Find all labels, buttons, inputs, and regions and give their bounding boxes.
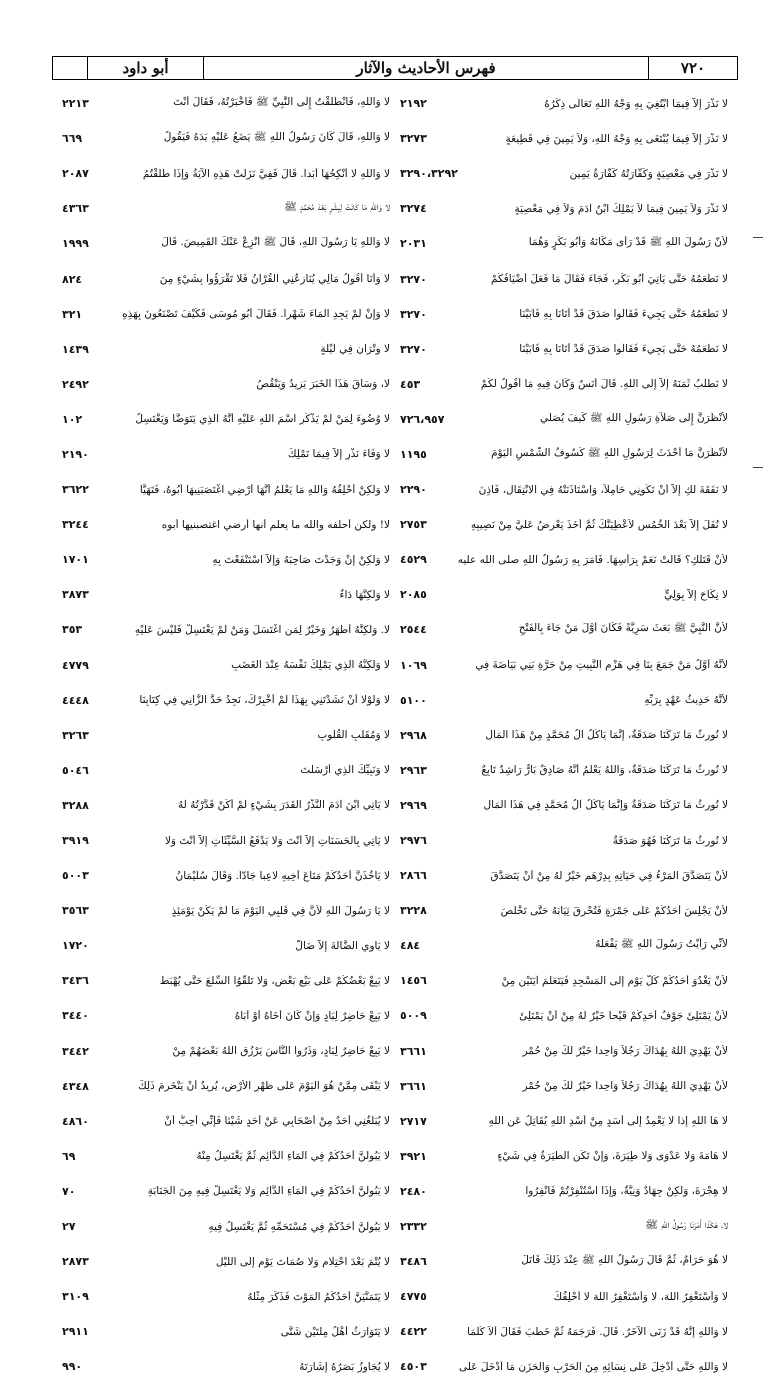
index-entry	[62, 226, 390, 261]
index-entry	[400, 998, 728, 1033]
index-entry	[400, 1174, 728, 1209]
margin-mark	[753, 467, 763, 468]
hadith-number: ٢٢١٣	[62, 97, 89, 111]
hadith-number: ١١٩٥	[400, 447, 427, 461]
hadith-number: ٣٤٣٦	[62, 974, 89, 988]
index-entry	[400, 542, 728, 577]
hadith-number: ٣٢١	[62, 307, 83, 321]
index-entry	[62, 963, 390, 998]
hadith-incipit: لا هَا اللهِ إِذاً لا يَعْمِدُ إِلَى أَسَدٍ مِنْ أُسْدِ اللهِ يُقَاتِلُ عَنِ اللهِ	[488, 1115, 728, 1128]
hadith-incipit: لا. وَلَكِنَّهُ أَطْهَرُ وَخَيْرٌ لِمَنِ اغْتَسَلَ وَمَنْ لَمْ يَغْتَسِلْ فَلَيْسَ عَلَيْهِ	[134, 623, 390, 636]
index-entry	[62, 1279, 390, 1314]
hadith-number: ٣١٠٩	[62, 1290, 89, 1304]
index-entry	[400, 1279, 728, 1314]
hadith-number: ١٧٢٠	[62, 939, 89, 953]
hadith-number: ١٤٥٦	[400, 974, 427, 988]
hadith-incipit: لا نَطْعَمُهُ حَتَّى يَجِيءَ فَقَالُوا صَدَقَ قَدْ أَتَانَا بِهِ فَأَبَيْنَا	[519, 308, 728, 321]
hadith-incipit: لا نِكَاحَ إِلاَّ بِوَلِيٍّ	[664, 588, 728, 601]
hadith-incipit: لا نُورِثُ مَا تَرَكْنَا صَدَقَةٌ، وَاللهُ يَعْلَمُ أَنَّهُ صَادِقٌ بَارٌّ رَاشِدٌ تَابِعٌ	[481, 764, 728, 777]
hadith-incipit: لا وَلَكِنَّهُ الَّذِي يَمْلِكُ نَفْسَهُ عِنْدَ الغَضَبِ	[231, 659, 390, 672]
hadith-number: ٣٢٦٣	[62, 728, 89, 742]
hadith-incipit: لا نُورِثُ مَا تَرَكْنَا صَدَقَةٌ، إِنَّمَا يَأْكُلُ آلُ مُحَمَّدٍ مِنْ هَذَا المَالِ	[485, 729, 728, 742]
hadith-number: ٧٢٦،٩٥٧	[400, 412, 445, 426]
book-name: أبو داود	[88, 57, 204, 79]
hadith-incipit: لا نَطْلُبُ ثَمَنَهُ إلاَّ إِلَى اللهِ. قَالَ أَنَسٌ وَكَانَ فِيهِ مَا أَقُولُ لَكُمْ	[480, 378, 728, 391]
hadith-number: ٣٢٩٠،٣٢٩٢	[400, 167, 458, 181]
hadith-incipit: لا يَتَوَارَثُ أَهْلُ مِلَّتَيْنِ شَتَّى	[280, 1325, 390, 1338]
hadith-number: ٣٦٦١	[400, 1079, 427, 1093]
hadith-incipit: لا نَذْرَ فِي مَعْصِيَةٍ وَكَفَّارَتُهُ كَفَّارَةُ يَمِينٍ	[569, 167, 728, 180]
hadith-number: ٥٠٠٣	[62, 869, 89, 883]
index-entry	[400, 121, 728, 156]
hadith-number: ٤٤٢٢	[400, 1325, 427, 1339]
hadith-number: ٣٢٧٠	[400, 342, 427, 356]
hadith-incipit: لا وَلَكِنْ أَحْلِفُهُ وَاللهِ مَا يَعْلَمُ أَنَّهَا أَرْضِي اغْتَصَبَنِيهَا أَبُوهُ، فَتَهَيَّأَ	[139, 483, 390, 496]
hadith-incipit: لأَنْ يَهْدِيَ اللهُ بِهُدَاكَ رَجُلاً وَاحِداً خَيْرٌ لَكَ مِنْ حُمْرِ	[522, 1045, 728, 1058]
index-entry	[400, 297, 728, 332]
hadith-incipit: لا وَاللهِ يَا رَسُولَ اللهِ، قَالَ ﷺ انْزِعْ عَنْكَ القَمِيصَ. قَالَ	[161, 236, 390, 249]
hadith-number: ٥١٠٠	[400, 693, 427, 707]
hadith-number: ٢١٩٢	[400, 97, 427, 111]
hadith-number: ٥٠٠٩	[400, 1009, 427, 1023]
index-entry	[400, 1314, 728, 1349]
index-entry	[400, 1139, 728, 1174]
index-entry	[62, 718, 390, 753]
index-entry	[62, 1069, 390, 1104]
index-entry	[400, 648, 728, 683]
hadith-number: ٢٠٨٧	[62, 167, 89, 181]
hadith-incipit: لا وَاللهِ إِنَّهُ قَدْ زَنَى الآخَرُ. قَالَ. فَرَجَمَهُ ثُمَّ خَطَبَ فَقَالَ أَلاَ كُلَّمَا	[467, 1325, 728, 1338]
index-entry	[62, 577, 390, 612]
hadith-number: ١٠٦٩	[400, 658, 427, 672]
hadith-incipit: لا وَأَسْتَغْفِرُ اللهَ، لا وَأَسْتَغْفِرُ اللهَ لا أَحْلِفُكَ	[553, 1290, 728, 1303]
index-entry	[62, 1174, 390, 1209]
hadith-incipit: لا وَفَاءَ نَذْرٍ إِلاَّ فِيمَا تَمْلِكُ	[287, 448, 390, 461]
hadith-number: ٢٣٣٢	[400, 1220, 427, 1234]
hadith-incipit: لا يَبِعْ حَاضِرٌ لِبَادٍ وَإِنْ كَانَ أَخَاهُ أَوْ أَبَاهُ	[234, 1009, 390, 1022]
left-index-column	[62, 86, 390, 1384]
hadith-incipit: لأنّ رَسُولَ اللهِ ﷺ قَدْ رَأَى مَكَانَهُ وَأَبُو بَكْرٍ وَهُمَا	[528, 236, 728, 249]
index-entry	[62, 1104, 390, 1139]
index-entry	[400, 1244, 728, 1279]
index-entry	[400, 683, 728, 718]
hadith-number: ٣٦٢٢	[62, 483, 89, 497]
index-entry	[400, 858, 728, 893]
index-entry	[400, 1104, 728, 1139]
index-entry	[400, 226, 728, 261]
hadith-incipit: لا، هَكَذَا أَمَرَنَا رَسُولُ اللهِ ﷺ	[645, 1219, 728, 1232]
hadith-incipit: لا يَبُولَنَّ أَحَدُكُمْ فِي مُسْتَحَمِّهِ ثُمَّ يَغْتَسِلُ فِيهِ	[208, 1220, 390, 1233]
hadith-incipit: لا وَنَبِيِّكَ الَّذِي أَرْسَلْتَ	[300, 764, 390, 777]
index-entry	[400, 332, 728, 367]
hadith-number: ٣٢٧٣	[400, 132, 427, 146]
hadith-incipit: لا نَطْعَمُهُ حَتَّى يَجِيءَ فَقَالُوا صَدَقَ قَدْ أَتَانَا بِهِ فَأَبَيْنَا	[519, 343, 728, 356]
hadith-number: ٣٦٦١	[400, 1044, 427, 1058]
hadith-incipit: لا وُضُوءَ لِمَنْ لَمْ يَذْكُرِ اسْمَ اللهِ عَلَيْهِ أَنَّهُ الَّذِي يَتَوَضَّأُ وَيَغْتَسِلُ	[135, 413, 390, 426]
hadith-incipit: لا يَا رَسُولَ اللهِ لأَنَّ فِي قَلْبِي اليَوْمَ مَا لَمْ يَكُنْ يَوْمَئِذٍ	[171, 904, 390, 917]
index-entry	[62, 1139, 390, 1174]
index-entry	[62, 893, 390, 928]
hadith-number: ٢٧	[62, 1220, 76, 1234]
hadith-incipit: لا يَبُولَنَّ أَحَدُكُمْ فِي المَاءِ الدَّائِمِ وَلا يَغْتَسِلْ فِيهِ مِنَ الجَنَابَةِ	[147, 1185, 390, 1198]
hadith-incipit: لا يَبِعْ بَعْضُكُمْ عَلَى بَيْعِ بَعْضٍ، وَلا تَلَقَّوُا السِّلَعَ حَتَّى يُهْبَطَ	[159, 974, 390, 987]
hadith-incipit: لا نَفَقَةَ لَكِ إِلاَّ أَنْ تَكُونِي حَامِلاً، وَاسْتَأْذَنَتْهُ فِي الانْتِقَالِ، فَأَذِنَ	[478, 483, 728, 496]
hadith-incipit: لا يَأْخُذَنَّ أَحَدُكُمْ مَتَاعَ أَخِيهِ لاعِباً جَادّاً. وَقَالَ سُلَيْمَانُ	[175, 869, 390, 882]
hadith-incipit: لا هُوَ حَرَامٌ، ثُمَّ قَالَ رَسُولُ اللهِ ﷺ عِنْدَ ذَلِكَ قَاتَلَ	[521, 1254, 728, 1267]
hadith-number: ١٩٩٩	[62, 237, 89, 251]
hadith-incipit: لأَنَّهُ حَدِيثُ عَهْدٍ بِرَبِّهِ	[644, 694, 728, 707]
hadith-number: ٢٧١٧	[400, 1114, 427, 1128]
index-entry	[400, 367, 728, 402]
index-entry	[62, 542, 390, 577]
hadith-number: ٢٩١١	[62, 1325, 89, 1339]
hadith-incipit: لا وَلَكِنَّهَا دَاءٌ	[339, 588, 390, 601]
index-entry	[62, 928, 390, 963]
index-entry	[62, 612, 390, 647]
index-entry	[400, 893, 728, 928]
hadith-incipit: لا وَلَكِنْ إِنْ وَجَدْتَ صَاحِبَهُ وَإِلاَّ اسْتَنْفَعْتَ بِهِ	[212, 553, 390, 566]
margin-mark	[753, 237, 763, 238]
index-entry	[62, 402, 390, 437]
index-entry	[400, 472, 728, 507]
index-entry	[400, 1034, 728, 1069]
index-entry	[62, 156, 390, 191]
hadith-incipit: لا وَأَنَا أَقُولُ مَالِي يُنَازِعُنِي القُرْآنُ فَلا تَقْرَؤُوا بِشَيْءٍ مِنَ	[159, 273, 390, 286]
header-blank-cell	[53, 57, 88, 79]
hadith-number: ٤٧٧٥	[400, 1290, 427, 1304]
hadith-incipit: لأَنْ يَجْلِسَ أَحَدُكُمْ عَلَى جَمْرَةٍ فَتُحْرِقَ ثِيَابَهُ حَتَّى تَخْلُصَ	[500, 904, 728, 917]
hadith-number: ٢١٩٠	[62, 447, 89, 461]
hadith-incipit: لا نَذْرَ وَلاَ يَمِينَ فِيمَا لاَ يَمْلِكُ ابْنُ آدَمَ وَلاَ فِي مَعْصِيَةٍ	[514, 202, 728, 215]
hadith-incipit: لا نَذْرَ إلاَّ فِيمَا يُبْتَغَى بِهِ وَجْهُ اللهِ، وَلاَ يَمِينَ فِي قَطِيعَةٍ	[505, 132, 728, 145]
index-entry	[62, 437, 390, 472]
index-entry	[62, 297, 390, 332]
hadith-incipit: لا وَإِنْ لَمْ يَجِدِ المَاءَ شَهْراً. فَقَالَ أَبُو مُوسَى فَكَيْفَ تَصْنَعُونَ بِهَذِهِ	[122, 308, 390, 321]
hadith-number: ٤٣٤٨	[62, 1079, 89, 1093]
hadith-incipit: لأَنْ يَتَصَدَّقَ المَرْءُ فِي حَيَاتِهِ بِدِرْهَمٍ خَيْرٌ لَهُ مِنْ أَنْ يَتَصَدَّقَ	[490, 869, 728, 882]
hadith-incipit: لا يَأْتِي ابْنَ آدَمَ النَّذْرُ القَدَرَ بِشَيْءٍ لَمْ أَكُنْ قَدَّرْتُهُ لَهُ	[177, 799, 390, 812]
hadith-number: ٣٢٧٠	[400, 272, 427, 286]
hadith-incipit: لأَنْظُرَنَّ مَا أَحْدَثَ لِرَسُولِ اللهِ ﷺ كُسُوفُ الشَّمْسِ اليَوْمَ	[491, 446, 728, 459]
index-entry	[62, 858, 390, 893]
index-entry	[62, 648, 390, 683]
hadith-number: ٢٨٦٦	[400, 869, 427, 883]
hadith-number: ٣٤٤٠	[62, 1009, 89, 1023]
hadith-incipit: لا! ولكن أحلفه والله ما يعلم أنها أرضي اغتصبنيها أبوه	[161, 518, 390, 531]
hadith-incipit: لا، وَسَاقَ هَذَا الخَبَرَ يَزِيدُ وَيَنْقُصُ	[256, 378, 390, 391]
hadith-incipit: لا وَمُقَلِّبِ القُلُوبِ	[317, 729, 390, 742]
index-entry	[62, 998, 390, 1033]
hadith-number: ٦٩	[62, 1149, 76, 1163]
index-entry	[400, 191, 728, 226]
index-entry	[62, 788, 390, 823]
hadith-incipit: لا يَتَمَنَّيَنَّ أَحَدُكُمُ المَوْتَ فَذَكَرَ مِثْلَهُ	[247, 1290, 390, 1303]
index-title: فهرس الأحاديث والآثار	[356, 59, 496, 77]
hadith-incipit: لا هَامَةَ وَلا عَدْوَى وَلا طِيَرَةَ، وَإِنْ تَكُنِ الطِّيَرَةُ فِي شَيْءٍ	[497, 1150, 728, 1163]
index-entry	[62, 683, 390, 718]
hadith-number: ٤٥٣	[400, 377, 421, 391]
hadith-number: ٤٥٢٩	[400, 553, 427, 567]
hadith-incipit: لا يَأْتِي بِالحَسَنَاتِ إِلاَّ أَنْتَ وَلا يَدْفَعُ السَّيِّئَاتِ إِلاَّ أَنْتَ وَلا	[164, 834, 390, 847]
index-entry	[400, 261, 728, 296]
hadith-incipit: لا نُفَلَ إِلاَّ بَعْدَ الخُمُسِ لأُعْطِيَنَّكَ ثُمَّ أَخَذَ يَعْرِضُ عَلَيَّ مِنْ نَصِيبِهِ	[470, 518, 728, 531]
hadith-number: ٢٩٦٩	[400, 798, 427, 812]
hadith-number: ٢٠٨٥	[400, 588, 427, 602]
hadith-number: ٣٢٢٨	[400, 904, 427, 918]
index-entry	[400, 402, 728, 437]
index-entry	[62, 1209, 390, 1244]
index-entry	[62, 86, 390, 121]
hadith-number: ٣٥٣	[62, 623, 83, 637]
hadith-number: ٣٢٤٤	[62, 518, 89, 532]
hadith-number: ٣٢٧٠	[400, 307, 427, 321]
index-entry	[62, 261, 390, 296]
hadith-number: ١٧٠١	[62, 553, 89, 567]
hadith-number: ٧٠	[62, 1184, 76, 1198]
hadith-number: ٢٩٦٣	[400, 763, 427, 777]
hadith-incipit: لا هِجْرَةَ، وَلَكِنْ جِهَادٌ وَنِيَّةٌ، وَإِذَا اسْتُنْفِرْتُمْ فَانْفِرُوا	[525, 1185, 728, 1198]
index-entry	[400, 753, 728, 788]
hadith-number: ٢٩٦٨	[400, 728, 427, 742]
index-entry	[400, 612, 728, 647]
hadith-incipit: لا يَبْقَى مِمَّنْ هُوَ اليَوْمَ عَلَى ظَهْرِ الأَرْضِ، يُرِيدُ أَنْ يَنْخَرِمَ ذَلِكَ	[138, 1080, 390, 1093]
hadith-number: ٢٨٧٣	[62, 1255, 89, 1269]
index-entry	[400, 928, 728, 963]
hadith-incipit: لأَنَّهُ أَوَّلُ مَنْ جَمَعَ بِنَا فِي هَزْمِ النَّبِيتِ مِنْ حَرَّةِ بَنِي بَيَاضَةَ فِي	[475, 659, 728, 672]
hadith-incipit: لأَنْ يَهْدِيَ اللهُ بِهُدَاكَ رَجُلاً وَاحِداً خَيْرٌ لَكَ مِنْ حُمْرِ	[522, 1080, 728, 1093]
hadith-incipit: لا يُبَلِّغُنِي أَحَدٌ مِنْ أَصْحَابِي عَنْ أَحَدٍ شَيْئاً فَإِنِّي أُحِبُّ أَنْ	[164, 1115, 390, 1128]
hadith-incipit: لأَنَّ النَّبِيَّ ﷺ بَعَثَ سَرِيَّةً فَكَانَ أَوَّلَ مَنْ جَاءَ بِالفَتْحِ	[518, 622, 728, 635]
hadith-number: ١٤٣٩	[62, 342, 89, 356]
index-entry	[62, 1244, 390, 1279]
index-entry	[62, 472, 390, 507]
hadith-incipit: لا نُورِثُ مَا تَرَكْنَا فَهُوَ صَدَقَةٌ	[612, 834, 728, 847]
hadith-incipit: لا وَلَوْلا أَنْ نَشَدْتَنِي بِهَذَا لَمْ أُخْبِرْكَ، نَجِدُ حَدَّ الزَّانِي فِي كِتَابِنَا	[139, 694, 390, 707]
hadith-incipit: لا وَاللهِ مَا كَانَتْ لِبِشْرٍ بَعْدَ مُحَمَّدٍ ﷺ	[284, 201, 390, 214]
hadith-number: ٢٥٤٤	[400, 623, 427, 637]
index-entry	[400, 86, 728, 121]
hadith-incipit: لأَنْ قَتَلَكِ؟ قَالَتْ نَعَمْ بِرَأْسِهَا. فَأَمَرَ بِهِ رَسُولُ اللهِ صلى الله عليه	[457, 553, 728, 566]
index-entry	[62, 753, 390, 788]
hadith-number: ٨٢٤	[62, 272, 83, 286]
hadith-incipit: لا نَذْرَ إلاَّ فِيمَا ابْتُغِيَ بِهِ وَجْهُ اللهِ تَعَالَى ذِكْرُهُ	[544, 97, 728, 110]
hadith-incipit: لا وَاللهِ، قَالَ كَانَ رَسُولُ اللهِ ﷺ يَضَعُ عَلَيْهِ يَدَهُ فَيَقُولُ	[163, 131, 390, 144]
hadith-number: ٦٦٩	[62, 132, 83, 146]
hadith-incipit: لأَنْ يَمْتَلِئَ جَوْفُ أَحَدِكُمْ قَيْحاً خَيْرٌ لَهُ مِنْ أَنْ يَمْتَلِئَ	[519, 1009, 728, 1022]
hadith-number: ١٠٢	[62, 412, 83, 426]
index-entry	[62, 191, 390, 226]
hadith-incipit: لا وَاللهِ حَتَّى أُدْخِلَ عَلَى نِسَائِهِ مِنَ الحَرْبِ وَالحَزَنِ مَا أَدْخَلَ عَلَى	[459, 1360, 728, 1373]
hadith-number: ٥٠٤٦	[62, 763, 89, 777]
hadith-incipit: لأَنْظُرَنَّ إِلَى صَلاَةِ رَسُولِ اللهِ ﷺ كَيفَ يُصَلِّي	[539, 411, 728, 424]
right-index-column	[400, 86, 728, 1384]
hadith-number: ٤٨٦٠	[62, 1114, 89, 1128]
hadith-number: ٤٤٤٨	[62, 693, 89, 707]
hadith-incipit: لا نُورِثُ مَا تَرَكْنَا صَدَقَةٌ وَإِنَّمَا يَأْكُلُ آلُ مُحَمَّدٍ فِي هَذَا المَالِ	[483, 799, 728, 812]
hadith-number: ٢٤٨٠	[400, 1184, 427, 1198]
hadith-number: ٤٧٧٩	[62, 658, 89, 672]
hadith-number: ٣٥٦٣	[62, 904, 89, 918]
index-entry	[400, 1209, 728, 1244]
hadith-incipit: لا نَطْعَمُهُ حَتَّى يَأْتِيَ أَبُو بَكْرٍ، فَجَاءَ فَقَالَ مَا فَعَلَ أَضْيَافُكُمْ	[491, 273, 728, 286]
hadith-number: ٣٢٧٤	[400, 202, 427, 216]
index-entry	[62, 1034, 390, 1069]
index-entry	[400, 1069, 728, 1104]
index-entry	[62, 121, 390, 156]
page-number: ٧٢٠	[648, 57, 737, 79]
page-header	[52, 56, 738, 80]
index-entry	[400, 963, 728, 998]
hadith-number: ٣٨٧٣	[62, 588, 89, 602]
index-entry	[400, 1349, 728, 1384]
hadith-number: ٣٩١٩	[62, 834, 89, 848]
hadith-incipit: لا وَاللهِ، فَانْطَلَقْتُ إِلَى النَّبِيِّ ﷺ فَأَخْبَرْتُهُ، فَقَالَ أَنْتَ	[173, 96, 390, 109]
index-entry	[400, 507, 728, 542]
hadith-number: ٣٩٢١	[400, 1149, 427, 1163]
hadith-incipit: لأَنْ يَغْدُوَ أَحَدُكُمْ كُلَّ يَوْمٍ إِلَى المَسْجِدِ فَيَتَعَلَّمَ آيَتَيْنِ مِنْ	[501, 974, 728, 987]
hadith-number: ٤٥٠٣	[400, 1360, 427, 1374]
index-entry	[400, 788, 728, 823]
hadith-number: ٢٩٧٦	[400, 834, 427, 848]
hadith-incipit: لا وِتْرَانِ فِي لَيْلَةٍ	[320, 343, 390, 356]
hadith-incipit: لا وَاللهِ لا أَنْكِحُهَا أَبَداً. قَالَ فَفِيَّ نَزَلَتْ هَذِهِ الآيَةُ وَإِذَا طَلَّقْتُمُ	[142, 167, 390, 180]
hadith-number: ٢٤٩٢	[62, 377, 89, 391]
index-entry	[400, 156, 728, 191]
hadith-incipit: لا يُجَاوِزُ بَصَرُهُ إِشَارَتَهُ	[299, 1360, 390, 1373]
index-entry	[62, 367, 390, 402]
hadith-incipit: لأَنِّي رَأَيْتُ رَسُولَ اللهِ ﷺ يَفْعَلُهُ	[595, 938, 728, 951]
hadith-number: ٣٤٤٢	[62, 1044, 89, 1058]
index-entry	[62, 823, 390, 858]
hadith-number: ٣٢٨٨	[62, 798, 89, 812]
hadith-incipit: لا يَبُولَنَّ أَحَدُكُمْ فِي المَاءِ الدَّائِمِ ثُمَّ يَغْتَسِلُ مِنْهُ	[196, 1150, 390, 1163]
hadith-incipit: لا يُتْمَ بَعْدَ احْتِلامٍ وَلا صُمَاتَ يَوْمٍ إِلَى اللَّيْلِ	[215, 1255, 390, 1268]
index-entry	[62, 332, 390, 367]
hadith-number: ٢٢٩٠	[400, 483, 427, 497]
index-entry	[62, 1314, 390, 1349]
index-entry	[62, 507, 390, 542]
hadith-number: ٣٤٨٦	[400, 1255, 427, 1269]
index-entry	[62, 1349, 390, 1384]
hadith-number: ٤٨٤	[400, 939, 421, 953]
index-entry	[400, 718, 728, 753]
index-entry	[400, 577, 728, 612]
hadith-incipit: لا يَأْوِي الضَّالَّةَ إِلاَّ ضَالٌّ	[295, 939, 390, 952]
hadith-number: ٢٠٣١	[400, 237, 427, 251]
hadith-number: ٩٩٠	[62, 1360, 83, 1374]
index-entry	[400, 437, 728, 472]
hadith-number: ٤٣٦٣	[62, 202, 89, 216]
hadith-number: ٢٧٥٣	[400, 518, 427, 532]
index-entry	[400, 823, 728, 858]
hadith-incipit: لا يَبِعْ حَاضِرٌ لِبَادٍ، وَذَرُوا النَّاسَ يَرْزُقِ اللهُ بَعْضَهُمْ مِنْ	[172, 1045, 390, 1058]
